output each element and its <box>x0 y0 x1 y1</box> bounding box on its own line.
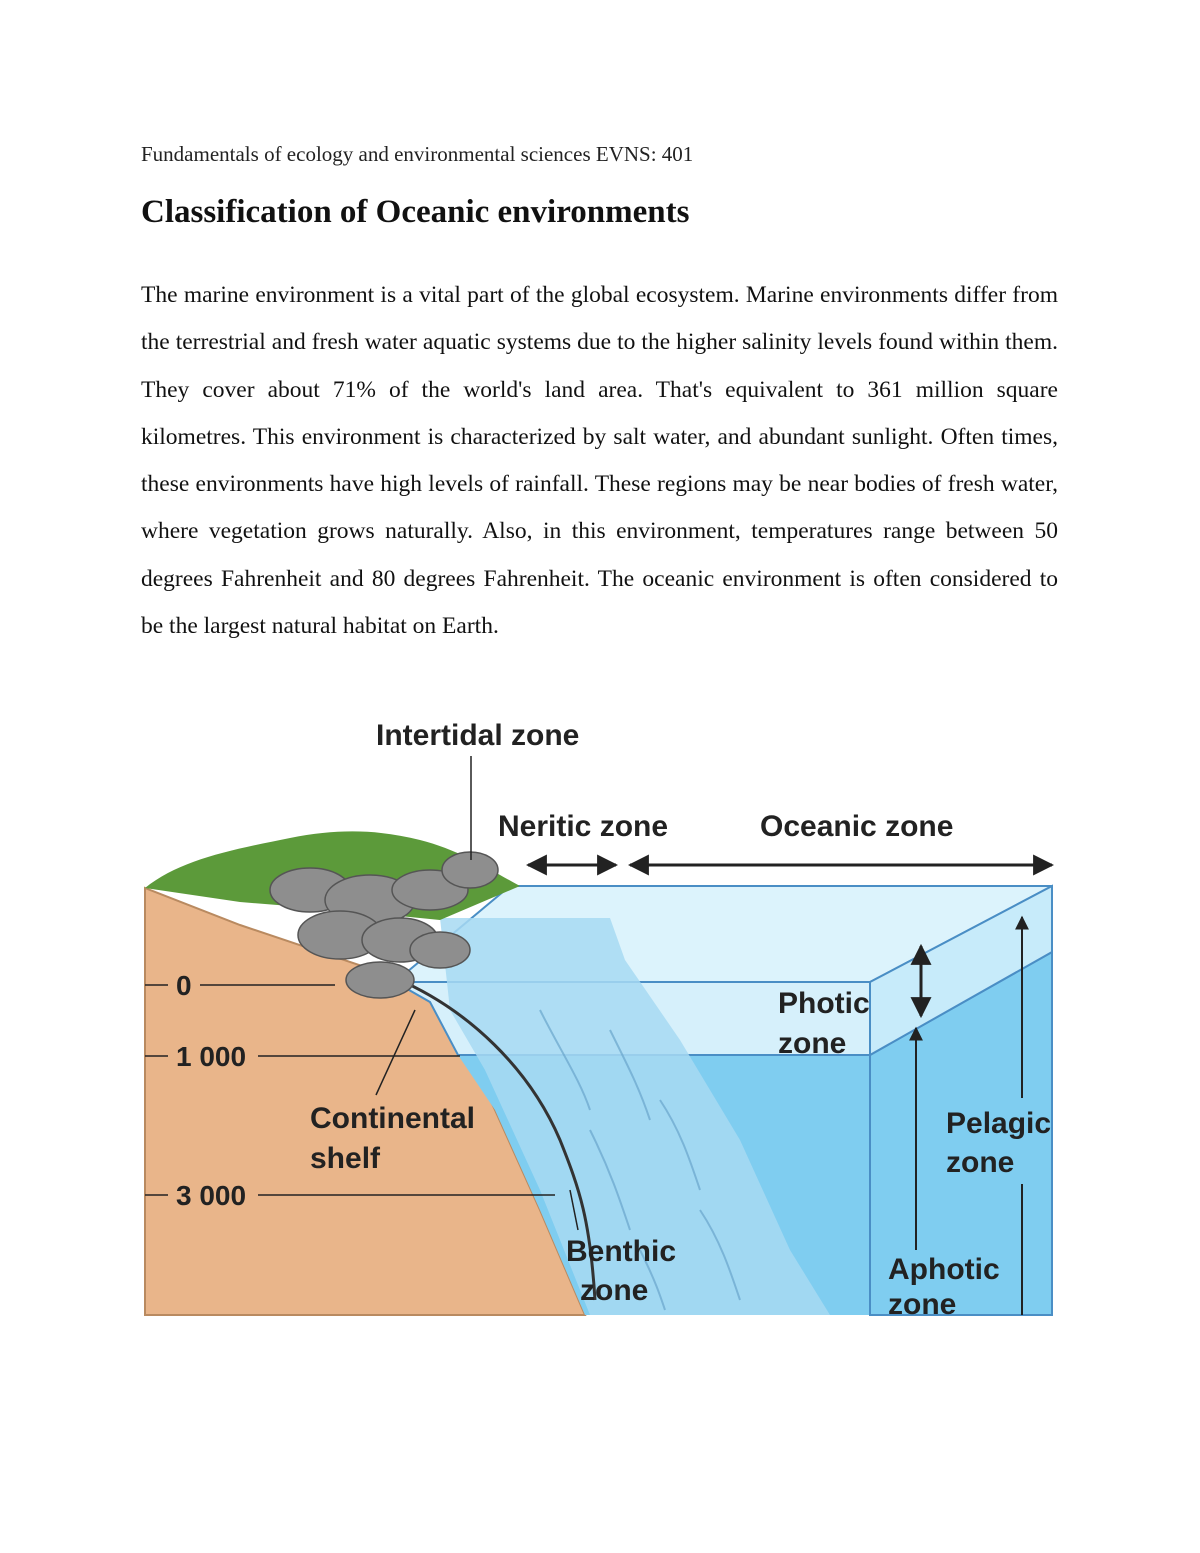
label-oceanic-zone: Oceanic zone <box>760 810 954 843</box>
label-photic-line1: Photic <box>778 987 870 1020</box>
depth-label-3000: 3 000 <box>176 1180 247 1211</box>
label-aphotic-line1: Aphotic <box>888 1253 1000 1286</box>
label-benthic-line1: Benthic <box>566 1235 677 1268</box>
label-neritic-zone: Neritic zone <box>498 810 669 843</box>
body-paragraph: The marine environment is a vital part of the global ecosystem. Marine environments differ from the terrestrial and fresh water aquatic systems due to the higher salinity levels found within them. They cover about 71% of the world's land area. That's equivalent to 361 million square kilometres. This environment is characterized by salt water, and abundant sunlight. Often times, these environments have high levels of rainfall. These regions may be near bodies of fresh water, where vegetation grows naturally. Also, in this environment, temperatures range between 50 degrees Fahrenheit and 80 degrees Fahrenheit. The oceanic environment is often considered to be the largest natural habitat on Earth. <box>141 282 1058 640</box>
label-photic-line2: zone <box>778 1027 847 1060</box>
depth-label-1000: 1 000 <box>176 1041 247 1072</box>
page-title: Classification of Oceanic environments <box>141 194 690 230</box>
label-benthic-line2: zone <box>580 1274 649 1307</box>
label-pelagic-line2: zone <box>946 1146 1015 1179</box>
label-intertidal-zone: Intertidal zone <box>376 719 580 752</box>
label-aphotic-line2: zone <box>888 1288 957 1320</box>
ocean-zones-diagram <box>140 710 1060 1320</box>
label-continental-line2: shelf <box>310 1142 381 1175</box>
course-header: Fundamentals of ecology and environmental sciences EVNS: 401 <box>141 142 694 166</box>
depth-label-0: 0 <box>176 970 192 1001</box>
label-pelagic-line1: Pelagic <box>946 1107 1052 1140</box>
label-continental-line1: Continental <box>310 1102 475 1135</box>
